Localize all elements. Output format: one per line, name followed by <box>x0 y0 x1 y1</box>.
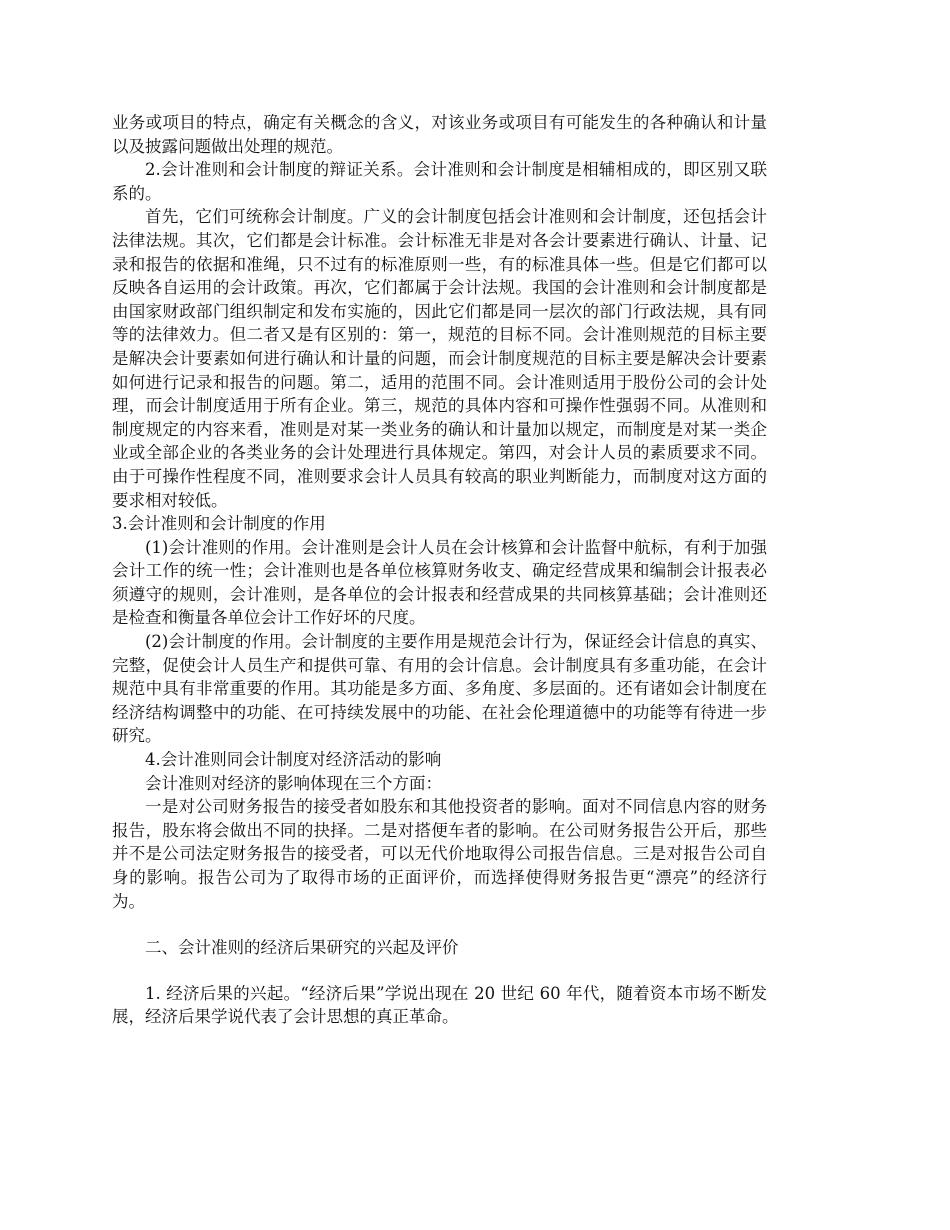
document-body <box>112 111 767 1029</box>
paragraph-impact-intro: 会计准则对经济的影响体现在三个方面： <box>145 773 442 793</box>
subheading-section-4: 4.会计准则同会计制度对经济活动的影响 <box>145 750 442 770</box>
paragraph-standards-role: (1)会计准则的作用。会计准则是会计人员在会计核算和会计监督中航标，有利于加强会计工作的统一性；会计准则也是各单位核算财务收支、确定经营成果和编制会计报表必须遵守的规则，会计准则，是各单位的会计报表和经营成果的共同核算基础；会计准则还是检查和衡量各单位会计工作好坏的尺度。 <box>112 537 767 628</box>
paragraph-system-role: (2)会计制度的作用。会计制度的主要作用是规范会计行为，保证经会计信息的真实、完整，促使会计人员生产和提供可靠、有用的会计信息。会计制度具有多重功能，在会计规范中具有非常重要的作用。其功能是多方面、多角度、多层面的。还有诸如会计制度在经济结构调整中的功能、在可持续发展中的功能、在社会伦理道德中的功能等有待进一步研究。 <box>112 632 767 746</box>
section-heading-2: 二、会计准则的经济后果研究的兴起及评价 <box>145 938 459 958</box>
paragraph-economic-consequences: 1. 经济后果的兴起。“经济后果”学说出现在 20 世纪 60 年代，随着资本市场不断发展，经济后果学说代表了会计思想的真正革命。 <box>112 983 767 1027</box>
paragraph-comparison: 首先，它们可统称会计制度。广义的会计制度包括会计准则和会计制度，还包括会计法律法规。其次，它们都是会计标准。会计标准无非是对各会计要素进行确认、计量、记录和报告的依据和准绳，只不过有的标准原则一些，有的标准具体一些。但是它们都可以反映各自运用的会计政策。再次，它们都属于会计法规。我国的会计准则和会计制度都是由国家财政部门组织制定和发布实施的，因此它们都是同一层次的部门行政法规，具有同等的法律效力。但二者又是有区别的：第一，规范的目标不同。会计准则规范的目标主要是解决会计要素如何进行确认和计量的问题，而会计制度规范的目标主要是解决会计要素如何进行记录和报告的问题。第二，适用的范围不同。会计准则适用于股份公司的会计处理，而会计制度适用于所有企业。第三，规范的具体内容和可操作性强弱不同。从准则和制度规定的内容来看，准则是对某一类业务的确认和计量加以规定，而制度是对某一类企业或全部企业的各类业务的会计处理进行具体规定。第四，对会计人员的素质要求不同。由于可操作性程度不同，准则要求会计人员具有较高的职业判断能力，而制度对这方面的要求相对较低。 <box>112 207 767 510</box>
paragraph-impact-details: 一是对公司财务报告的接受者如股东和其他投资者的影响。面对不同信息内容的财务报告，股东将会做出不同的抉择。二是对搭便车者的影响。在公司财务报告公开后，那些并不是公司法定财务报告的接受者，可以无代价地取得公司报告信息。三是对报告公司自身的影响。报告公司为了取得市场的正面评价，而选择使得财务报告更“漂亮”的经济行为。 <box>112 797 767 911</box>
subheading-section-3: 3.会计准则和会计制度的作用 <box>112 514 326 534</box>
paragraph-section-2: 2.会计准则和会计制度的辩证关系。会计准则和会计制度是相辅相成的，即区别又联系的。 <box>112 160 767 203</box>
paragraph-continuation: 业务或项目的特点，确定有关概念的含义，对该业务或项目有可能发生的各种确认和计量以及披露问题做出处理的规范。 <box>112 113 767 156</box>
